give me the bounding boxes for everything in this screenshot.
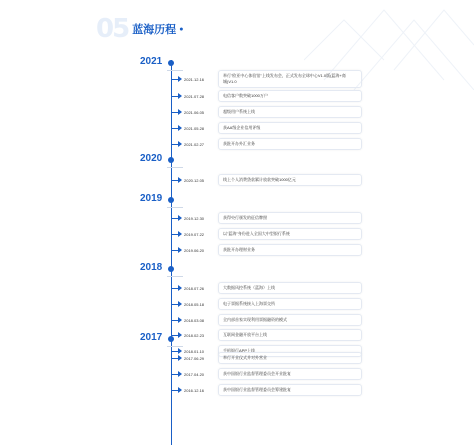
timeline-event bbox=[172, 368, 362, 380]
event-arrow-icon bbox=[178, 93, 182, 99]
event-arrow-icon bbox=[178, 76, 182, 82]
event-date: 2019.12.30 bbox=[184, 215, 205, 221]
event-text: 获AA级企业信用评级 bbox=[218, 122, 362, 134]
year-dot bbox=[168, 197, 174, 203]
event-text: 超级用户系统上线 bbox=[218, 106, 362, 118]
year-divider bbox=[167, 276, 183, 277]
event-text: 举行开业仪式并对外营业 bbox=[218, 352, 362, 364]
event-date: 2018.07.26 bbox=[184, 285, 205, 291]
year-divider bbox=[167, 167, 183, 168]
timeline-event bbox=[172, 244, 362, 256]
event-arrow-icon bbox=[178, 355, 182, 361]
year-dot bbox=[168, 336, 174, 342]
event-arrow-icon bbox=[178, 317, 182, 323]
event-text: 电子票据系统接入上海票交所 bbox=[218, 298, 362, 310]
timeline-event bbox=[172, 384, 362, 396]
year-label: 2018 bbox=[140, 262, 163, 273]
event-text: 举行"欧亚中心体验馆"上线发布会，正式发布全球中心V1.0版(蓝海+商城)V1.0 bbox=[218, 70, 362, 88]
year-label: 2017 bbox=[140, 332, 163, 343]
year-label: 2021 bbox=[140, 56, 163, 67]
timeline-event bbox=[172, 73, 362, 85]
timeline-event bbox=[172, 138, 362, 150]
section-title: 蓝海历程 bbox=[132, 24, 177, 36]
title-dot-icon: ● bbox=[179, 25, 184, 33]
timeline-event bbox=[172, 228, 362, 240]
event-date: 2021.06.05 bbox=[184, 109, 205, 115]
event-arrow-icon bbox=[178, 231, 182, 237]
event-text: 手机银行APP上线 bbox=[218, 345, 362, 357]
event-date: 2016.12.16 bbox=[184, 387, 205, 393]
timeline-event bbox=[172, 329, 362, 341]
event-date: 2021.12.16 bbox=[184, 76, 205, 82]
event-arrow-icon bbox=[178, 177, 182, 183]
event-date: 2019.07.22 bbox=[184, 231, 205, 237]
timeline-event bbox=[172, 298, 362, 310]
timeline-event bbox=[172, 90, 362, 102]
event-arrow-icon bbox=[178, 125, 182, 131]
event-arrow-icon bbox=[178, 301, 182, 307]
event-arrow-icon bbox=[178, 332, 182, 338]
event-text: 获中国银行业监督管理委员会筹建批复 bbox=[218, 384, 362, 396]
event-arrow-icon bbox=[178, 387, 182, 393]
timeline-event bbox=[172, 106, 362, 118]
event-date: 2019.06.20 bbox=[184, 247, 205, 253]
year-divider bbox=[167, 70, 183, 71]
event-text: 获得央行颁发的征信牌照 bbox=[218, 212, 362, 224]
event-arrow-icon bbox=[178, 215, 182, 221]
year-label: 2020 bbox=[140, 153, 163, 164]
timeline-event bbox=[172, 282, 362, 294]
timeline-event bbox=[172, 352, 362, 364]
year-divider bbox=[167, 346, 183, 347]
event-date: 2020.12.05 bbox=[184, 177, 205, 183]
event-text: 线上个人消费贷款累计放款突破1000亿元 bbox=[218, 174, 362, 186]
year-label: 2019 bbox=[140, 193, 163, 204]
event-date: 2018.05.18 bbox=[184, 301, 205, 307]
event-text: 以"蓝海"身份进入全国大中型银行系统 bbox=[218, 228, 362, 240]
event-text: 获批开办外汇业务 bbox=[218, 138, 362, 150]
timeline-event bbox=[172, 122, 362, 134]
year-divider bbox=[167, 207, 183, 208]
event-text: 大数据风控系统（蓝海）上线 bbox=[218, 282, 362, 294]
year-dot bbox=[168, 266, 174, 272]
event-text: 获中国银行业监督管理委员会开业批复 bbox=[218, 368, 362, 380]
event-arrow-icon bbox=[178, 285, 182, 291]
event-date: 2017.06.29 bbox=[184, 355, 205, 361]
year-dot bbox=[168, 157, 174, 163]
timeline-event bbox=[172, 174, 362, 186]
event-arrow-icon bbox=[178, 109, 182, 115]
event-date: 2021.07.28 bbox=[184, 93, 205, 99]
event-date: 2018.01.10 bbox=[184, 348, 205, 354]
event-date: 2017.04.20 bbox=[184, 371, 205, 377]
event-text: 互联网金融开放平台上线 bbox=[218, 329, 362, 341]
timeline-event bbox=[172, 212, 362, 224]
event-date: 2021.02.27 bbox=[184, 141, 205, 147]
event-arrow-icon bbox=[178, 141, 182, 147]
event-date: 2018.02.23 bbox=[184, 332, 205, 338]
timeline-event bbox=[172, 314, 362, 326]
section-number: 05 bbox=[96, 14, 129, 44]
event-date: 2021.05.28 bbox=[184, 125, 205, 131]
event-arrow-icon bbox=[178, 371, 182, 377]
event-text: 获批开办理财业务 bbox=[218, 244, 362, 256]
year-dot bbox=[168, 60, 174, 66]
event-arrow-icon bbox=[178, 247, 182, 253]
event-text: 电信客户数突破1000万户 bbox=[218, 90, 362, 102]
event-text: 全内部首家实现利用票据融资的模式 bbox=[218, 314, 362, 326]
event-date: 2018.03.08 bbox=[184, 317, 205, 323]
